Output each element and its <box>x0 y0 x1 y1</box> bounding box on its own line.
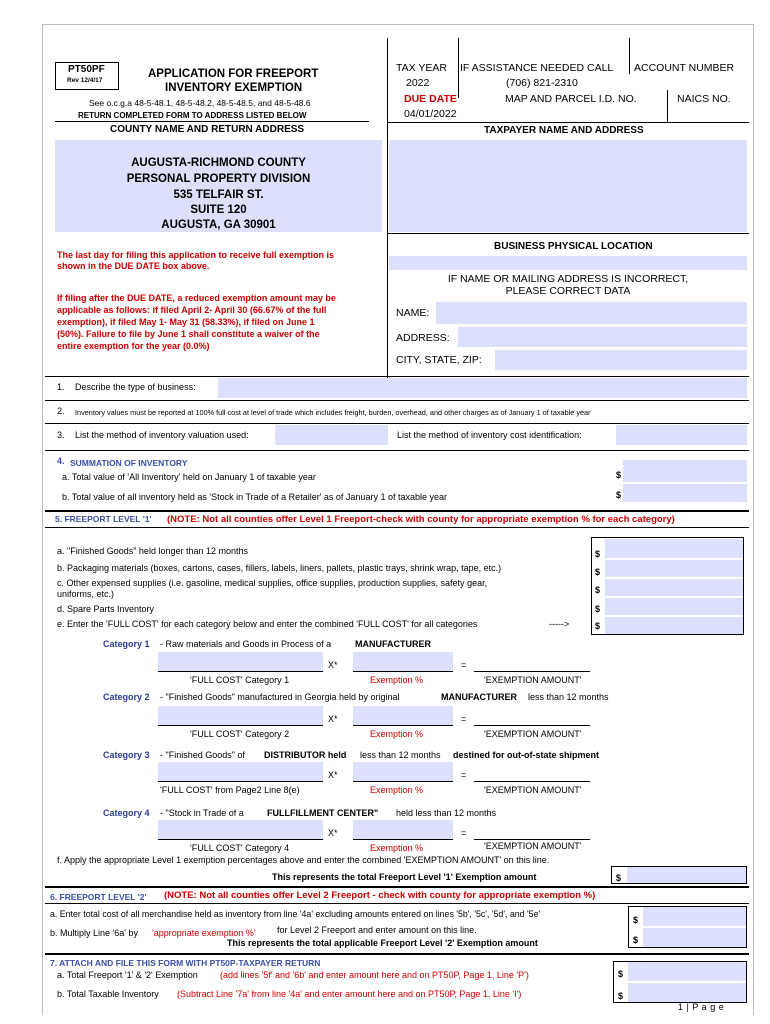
divider <box>45 423 749 424</box>
late-notice-line3: exemption), if filed May 1- May 31 (58.33%), if filed on June 1 <box>57 317 315 327</box>
cat3-amount-caption: 'EXEMPTION AMOUNT' <box>484 785 582 795</box>
cat3-label: Category 3 <box>103 750 150 760</box>
name-label: NAME: <box>396 307 430 319</box>
assistance-label: IF ASSISTANCE NEEDED CALL <box>460 62 614 74</box>
s5b-label: b. Packaging materials (boxes, cartons, cases, fillers, labels, liners, pallets, plastic trays, shrink wrap, tape, etc.) <box>57 563 502 573</box>
s6b-post: for Level 2 Freeport and enter amount on this line. <box>277 925 477 935</box>
cat3-x: X* <box>328 770 338 780</box>
address-field[interactable] <box>458 327 747 347</box>
s6b-pre: b. Multiply Line '6a' by <box>50 928 138 938</box>
s5e-dollar: $ <box>595 621 601 631</box>
s7a-dollar: $ <box>618 969 624 979</box>
cat2-eq: = <box>461 714 467 724</box>
s5-title: 5. FREEPORT LEVEL '1' <box>55 514 152 524</box>
q1-number: 1. <box>57 382 65 392</box>
cat2-cost-caption: 'FULL COST' Category 2 <box>190 729 290 739</box>
county-line1: AUGUSTA-RICHMOND COUNTY <box>131 157 306 169</box>
cat4-tail: held less than 12 months <box>396 808 497 818</box>
cat3-mid: less than 12 months <box>360 750 441 760</box>
cat1-label: Category 1 <box>103 639 150 649</box>
assistance-phone: (706) 821-2310 <box>506 77 578 89</box>
cat4-full-cost-field[interactable] <box>158 820 323 839</box>
cat1-amount-caption: 'EXEMPTION AMOUNT' <box>484 675 582 685</box>
s5d-dollar: $ <box>595 604 601 614</box>
s4a-dollar: $ <box>616 470 622 480</box>
s6b-dollar: $ <box>633 935 639 945</box>
divider <box>387 233 749 234</box>
s6-note: (NOTE: Not all counties offer Level 2 Freeport - check with county for appropriate exemption %) <box>164 890 596 901</box>
divider <box>45 400 749 401</box>
s5d-label: d. Spare Parts Inventory <box>57 604 155 614</box>
s5c-label-line2: uniforms, etc.) <box>57 589 115 599</box>
divider <box>353 671 453 672</box>
cat4-cost-caption: 'FULL COST' Category 4 <box>190 843 290 853</box>
s4-number: 4. <box>57 456 65 466</box>
s6b-red: 'appropriate exemption %' <box>152 928 256 938</box>
packaging-field[interactable] <box>605 560 743 577</box>
s5a-dollar: $ <box>595 549 601 559</box>
expensed-supplies-field[interactable] <box>605 579 743 596</box>
tax-year-value: 2022 <box>406 77 430 89</box>
divider <box>629 38 630 74</box>
cat2-exemption-pct-field[interactable] <box>353 706 453 725</box>
code-reference: See o.c.g.a 48-5-48.1, 48-5-48.2, 48-5-48.5, and 48-5-48.6 <box>89 98 311 108</box>
cat3-bold2: destined for out-of-state shipment <box>453 750 599 760</box>
s5b-dollar: $ <box>595 567 601 577</box>
form-title-line2: INVENTORY EXEMPTION <box>165 82 303 94</box>
q3-number: 3. <box>57 430 65 440</box>
incorrect-note-line2: PLEASE CORRECT DATA <box>505 285 631 297</box>
cat3-cost-caption: 'FULL COST' from Page2 Line 8(e) <box>160 785 300 795</box>
q3-cost-id-label: List the method of inventory cost identification: <box>397 430 582 440</box>
q2-number: 2. <box>57 406 65 416</box>
cat2-label: Category 2 <box>103 692 150 702</box>
divider <box>387 122 749 123</box>
county-line2: PERSONAL PROPERTY DIVISION <box>126 173 311 185</box>
form-rev: Rev 12/4/17 <box>67 77 103 84</box>
cat1-eq: = <box>461 660 467 670</box>
cat4-pct-caption: Exemption % <box>370 843 424 853</box>
s4-title: SUMMATION OF INVENTORY <box>70 458 188 468</box>
county-header: COUNTY NAME AND RETURN ADDRESS <box>110 124 305 135</box>
s7-title: 7. ATTACH AND FILE THIS FORM WITH PT50P-TAXPAYER RETURN <box>50 958 321 968</box>
valuation-method-field[interactable] <box>275 425 388 445</box>
cat1-pct-caption: Exemption % <box>370 675 424 685</box>
divider <box>55 121 369 122</box>
cat1-cost-caption: 'FULL COST' Category 1 <box>190 675 290 685</box>
cat2-x: X* <box>328 714 338 724</box>
divider <box>158 725 323 726</box>
s4b-label: b. Total value of all inventory held as 'Stock in Trade of a Retailer' as of January 1 of taxable year <box>62 492 447 502</box>
divider <box>667 90 668 122</box>
cat4-x: X* <box>328 828 338 838</box>
total-freeport-exemption-field[interactable] <box>628 962 746 981</box>
page-number: 1 | P a g e <box>678 1002 725 1012</box>
combined-full-cost-field[interactable] <box>605 617 743 634</box>
county-line4: SUITE 120 <box>190 204 247 216</box>
county-line3: 535 TELFAIR ST. <box>173 189 264 201</box>
divider <box>45 376 749 377</box>
s6a-dollar: $ <box>633 915 639 925</box>
business-type-field[interactable] <box>218 378 747 398</box>
cat1-x: X* <box>328 660 338 670</box>
total-taxable-inventory-field[interactable] <box>628 983 746 1002</box>
divider <box>474 839 590 840</box>
taxpayer-name-address-field[interactable] <box>389 140 747 232</box>
q2-text: Inventory values must be reported at 100% full cost at level of trade which includes freight, burden, overhead, and other charges as of January 1 of taxable year <box>75 408 591 417</box>
cat3-exemption-pct-field[interactable] <box>353 762 453 781</box>
cat2-tail: less than 12 months <box>528 692 609 702</box>
cat2-amount-caption: 'EXEMPTION AMOUNT' <box>484 729 582 739</box>
s5c-label-line1: c. Other expensed supplies (i.e. gasoline, medical supplies, office supplies, production supplies, safety gear, <box>57 578 488 588</box>
s6a-label: a. Enter total cost of all merchandise held as inventory from line '4a' excluding amounts entered on lines '5b', '5c', '5d', and '5e' <box>50 909 541 919</box>
county-line5: AUGUSTA, GA 30901 <box>161 219 276 231</box>
s5e-label: e. Enter the 'FULL COST' for each category below and enter the combined 'FULL COST' for all categories <box>57 619 478 629</box>
divider <box>45 450 749 451</box>
cat3-eq: = <box>461 770 467 780</box>
cat3-full-cost-field[interactable] <box>158 762 323 781</box>
s7b-pre: b. Total Taxable Inventory <box>57 989 159 999</box>
late-notice-line1: If filing after the DUE DATE, a reduced exemption amount may be <box>57 293 336 303</box>
divider <box>45 886 749 888</box>
incorrect-note-line1: IF NAME OR MAILING ADDRESS IS INCORRECT, <box>447 273 689 285</box>
cat4-label: Category 4 <box>103 808 150 818</box>
s5a-label: a. "Finished Goods" held longer than 12 months <box>57 546 249 556</box>
cat2-desc: - "Finished Goods" manufactured in Georgia held by original <box>160 692 400 702</box>
late-notice-line4: (50%). Failure to file by June 1 shall constitute a waiver of the <box>57 329 320 339</box>
s6-total-label: This represents the total applicable Freeport Level '2' Exemption amount <box>227 938 538 948</box>
city-state-zip-label: CITY, STATE, ZIP: <box>396 354 482 366</box>
due-date-value: 04/01/2022 <box>404 108 457 120</box>
cat4-exemption-pct-field[interactable] <box>353 820 453 839</box>
deadline-notice-line1: The last day for filing this application to receive full exemption is <box>57 250 335 260</box>
level2-cost-field[interactable] <box>643 907 746 926</box>
cat3-desc: - "Finished Goods" of <box>160 750 245 760</box>
divider <box>45 527 749 528</box>
divider <box>45 510 749 512</box>
total-all-inventory-field[interactable] <box>623 460 747 482</box>
cat2-bold: MANUFACTURER <box>441 692 517 702</box>
s7a-red: (add lines '5f' and '6b' and enter amount here and on PT50P, Page 1, Line 'P') <box>220 970 529 980</box>
return-note: RETURN COMPLETED FORM TO ADDRESS LISTED BELOW <box>78 111 307 120</box>
cat2-pct-caption: Exemption % <box>370 729 424 739</box>
cat3-bold: DISTRIBUTOR held <box>264 750 347 760</box>
divider <box>353 839 453 840</box>
form-title-line1: APPLICATION FOR FREEPORT <box>148 68 319 80</box>
cat1-full-cost-field[interactable] <box>158 652 323 671</box>
divider <box>158 839 323 840</box>
deadline-notice-line2: shown in the DUE DATE box above. <box>57 261 210 271</box>
s6-title: 6. FREEPORT LEVEL '2' <box>50 892 147 902</box>
address-label: ADDRESS: <box>396 332 450 344</box>
spare-parts-field[interactable] <box>605 598 743 615</box>
s5f-label: f. Apply the appropriate Level 1 exemption percentages above and enter the combined 'EXEMPTION AMOUNT' on this line. <box>57 855 550 865</box>
cat1-desc: - Raw materials and Goods in Process of a <box>160 639 332 649</box>
cat2-full-cost-field[interactable] <box>158 706 323 725</box>
cat3-pct-caption: Exemption % <box>370 785 424 795</box>
taxpayer-header: TAXPAYER NAME AND ADDRESS <box>484 125 644 136</box>
divider <box>474 781 590 782</box>
divider <box>353 781 453 782</box>
city-state-zip-field[interactable] <box>495 350 747 370</box>
name-field[interactable] <box>436 302 747 324</box>
s7b-dollar: $ <box>618 991 624 1001</box>
cat1-bold: MANUFACTURER <box>355 639 431 649</box>
s5e-arrow: -----> <box>549 619 570 629</box>
late-notice-line5: entire exemption for the year (0.0%) <box>57 341 210 351</box>
divider <box>474 671 590 672</box>
divider <box>458 38 459 98</box>
cost-identification-field[interactable] <box>616 425 747 445</box>
business-location-label: BUSINESS PHYSICAL LOCATION <box>494 241 653 252</box>
divider <box>353 725 453 726</box>
late-notice-line2: applicable as follows: if filed April 2- April 30 (66.67% of the full <box>57 305 327 315</box>
account-number-label: ACCOUNT NUMBER <box>634 62 735 74</box>
divider <box>387 38 388 380</box>
s5f-dollar: $ <box>616 873 622 883</box>
s7b-red: (Subtract Line '7a' from line '4a' and enter amount here and on PT50P, Page 1, Line 'I') <box>177 989 522 999</box>
finished-goods-field[interactable] <box>605 539 743 558</box>
divider <box>158 781 323 782</box>
cat1-exemption-pct-field[interactable] <box>353 652 453 671</box>
level2-exemption-field[interactable] <box>643 928 746 947</box>
s5-note: (NOTE: Not all counties offer Level 1 Freeport-check with county for appropriate exemption % for each category) <box>167 514 675 525</box>
retailer-stock-field[interactable] <box>623 484 747 502</box>
due-date-label: DUE DATE <box>404 93 457 105</box>
divider <box>158 671 323 672</box>
level1-exemption-total-field[interactable] <box>627 867 746 883</box>
s5-total-label: This represents the total Freeport Level '1' Exemption amount <box>272 872 537 882</box>
q1-label: Describe the type of business: <box>75 382 196 392</box>
cat4-bold: FULLFILLMENT CENTER" <box>267 808 379 818</box>
divider <box>45 953 749 955</box>
s4b-dollar: $ <box>616 490 622 500</box>
business-location-field[interactable] <box>389 256 747 270</box>
cat4-amount-caption: 'EXEMPTION AMOUNT' <box>484 841 582 851</box>
divider <box>474 725 590 726</box>
cat4-desc: - "Stock in Trade of a <box>160 808 244 818</box>
form-id: PT50PF <box>68 64 105 75</box>
cat4-eq: = <box>461 828 467 838</box>
map-parcel-label: MAP AND PARCEL I.D. NO. <box>505 93 637 105</box>
q3-valuation-label: List the method of inventory valuation used: <box>75 430 249 440</box>
s5c-dollar: $ <box>595 585 601 595</box>
s7a-pre: a. Total Freeport '1' & '2' Exemption <box>57 970 198 980</box>
tax-year-label: TAX YEAR <box>396 62 447 74</box>
naics-label: NAICS NO. <box>677 93 731 105</box>
s4a-label: a. Total value of 'All Inventory' held on January 1 of taxable year <box>62 472 316 482</box>
divider <box>45 903 749 904</box>
